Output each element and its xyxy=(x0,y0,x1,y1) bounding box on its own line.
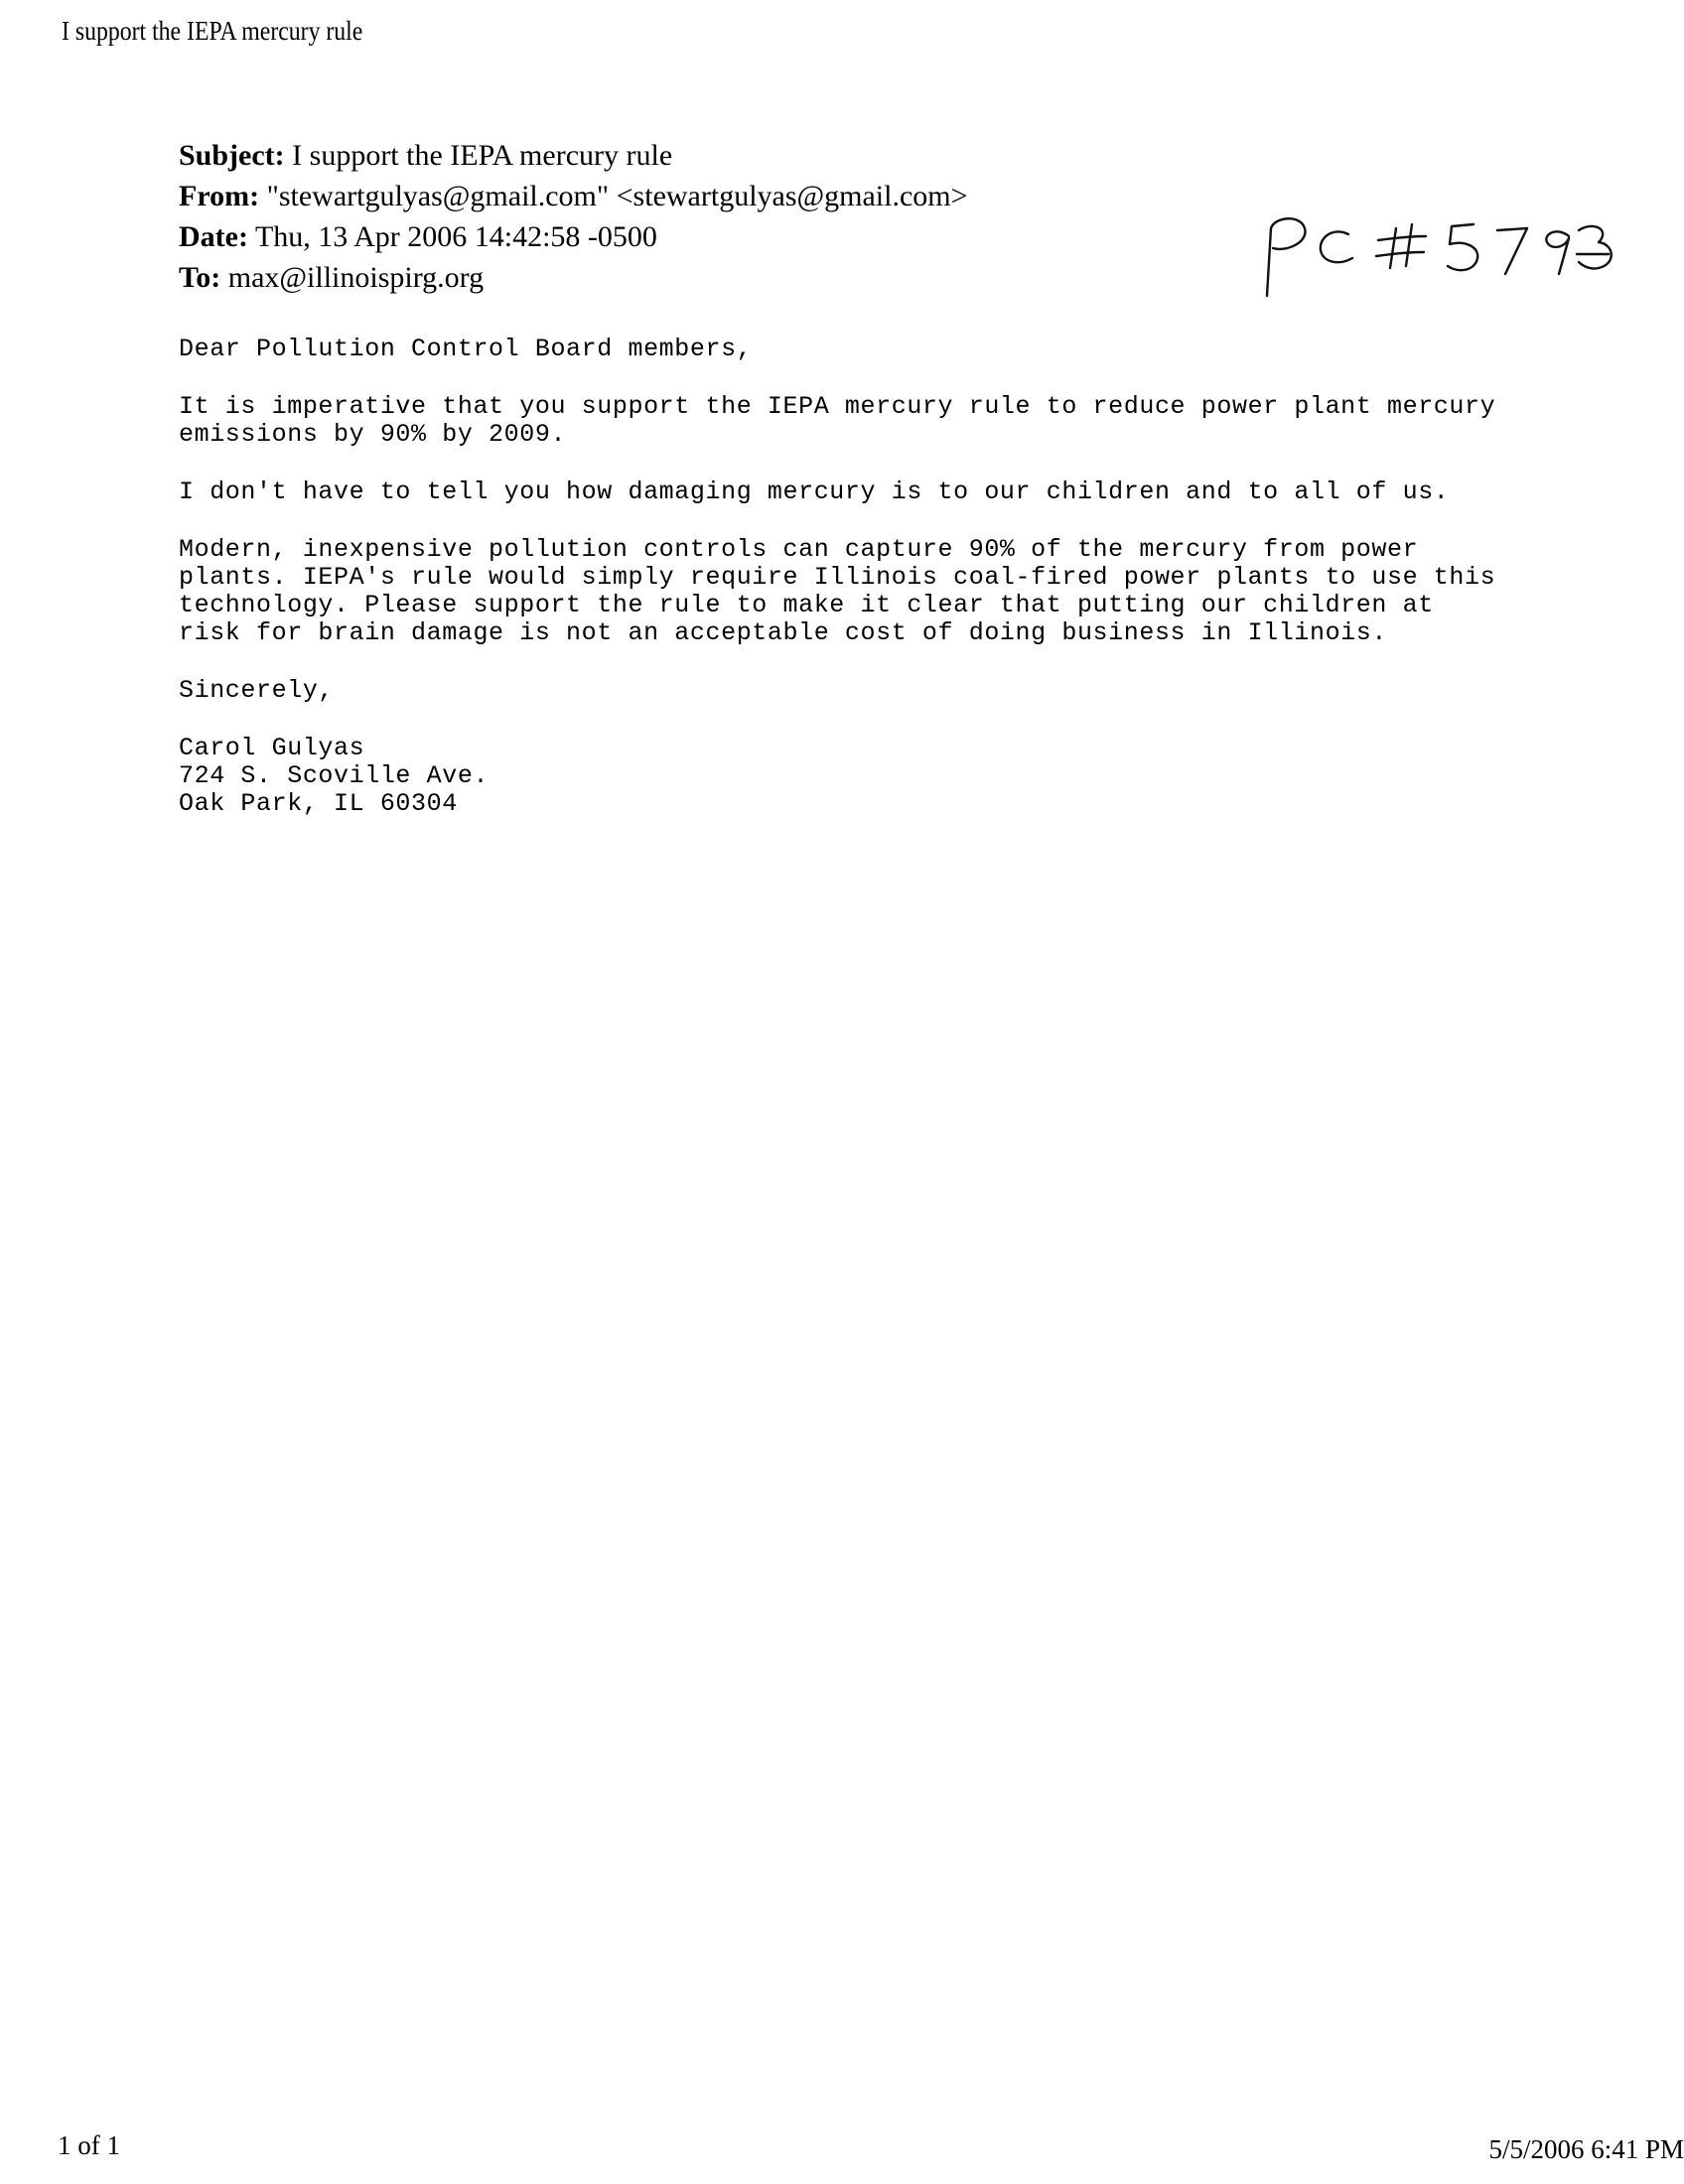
date-value: Thu, 13 Apr 2006 14:42:58 -0500 xyxy=(254,220,657,253)
subject-label: Subject: xyxy=(179,139,285,172)
to-label: To: xyxy=(179,261,221,294)
printed-timestamp: 5/5/2006 6:41 PM xyxy=(1488,2134,1684,2164)
signature-name: Carol Gulyas xyxy=(179,734,365,762)
from-row xyxy=(179,176,968,216)
page-count: 1 of 1 xyxy=(58,2130,120,2160)
handwritten-annotation xyxy=(1261,208,1638,308)
date-label: Date: xyxy=(179,220,248,253)
signature-address-line1: 724 S. Scoville Ave. xyxy=(179,761,490,790)
email-headers xyxy=(179,135,968,298)
page-header-title: I support the IEPA mercury rule xyxy=(62,16,363,46)
subject-row xyxy=(179,135,968,176)
to-value: max@illinoispirg.org xyxy=(227,261,485,294)
salutation: Dear Pollution Control Board members, xyxy=(179,335,753,363)
subject-value: I support the IEPA mercury rule xyxy=(292,139,673,172)
signature-address-line2: Oak Park, IL 60304 xyxy=(179,789,458,818)
date-row xyxy=(179,216,968,257)
body-paragraph-2: I don't have to tell you how damaging mercury is to our children and to all of us. xyxy=(179,478,1450,506)
to-row xyxy=(179,257,968,298)
from-label: From: xyxy=(179,180,260,212)
signature-block xyxy=(179,735,1569,818)
body-paragraph-1: It is imperative that you support the IEPA mercury rule to reduce power plant mercury emissions by 90% by 2009. xyxy=(179,392,1496,449)
email-body xyxy=(179,336,1569,818)
from-value: "stewartgulyas@gmail.com" <stewartgulyas@gmail.com> xyxy=(266,180,968,212)
closing: Sincerely, xyxy=(179,676,335,705)
body-paragraph-3: Modern, inexpensive pollution controls can capture 90% of the mercury from power plants. IEPA's rule would simply require Illinois coal-fired power plants to use this technology. Please support the rule to make it clear that putting our children at risk for brain damage is not an acceptable cost of doing business in Illinois. xyxy=(179,535,1496,647)
